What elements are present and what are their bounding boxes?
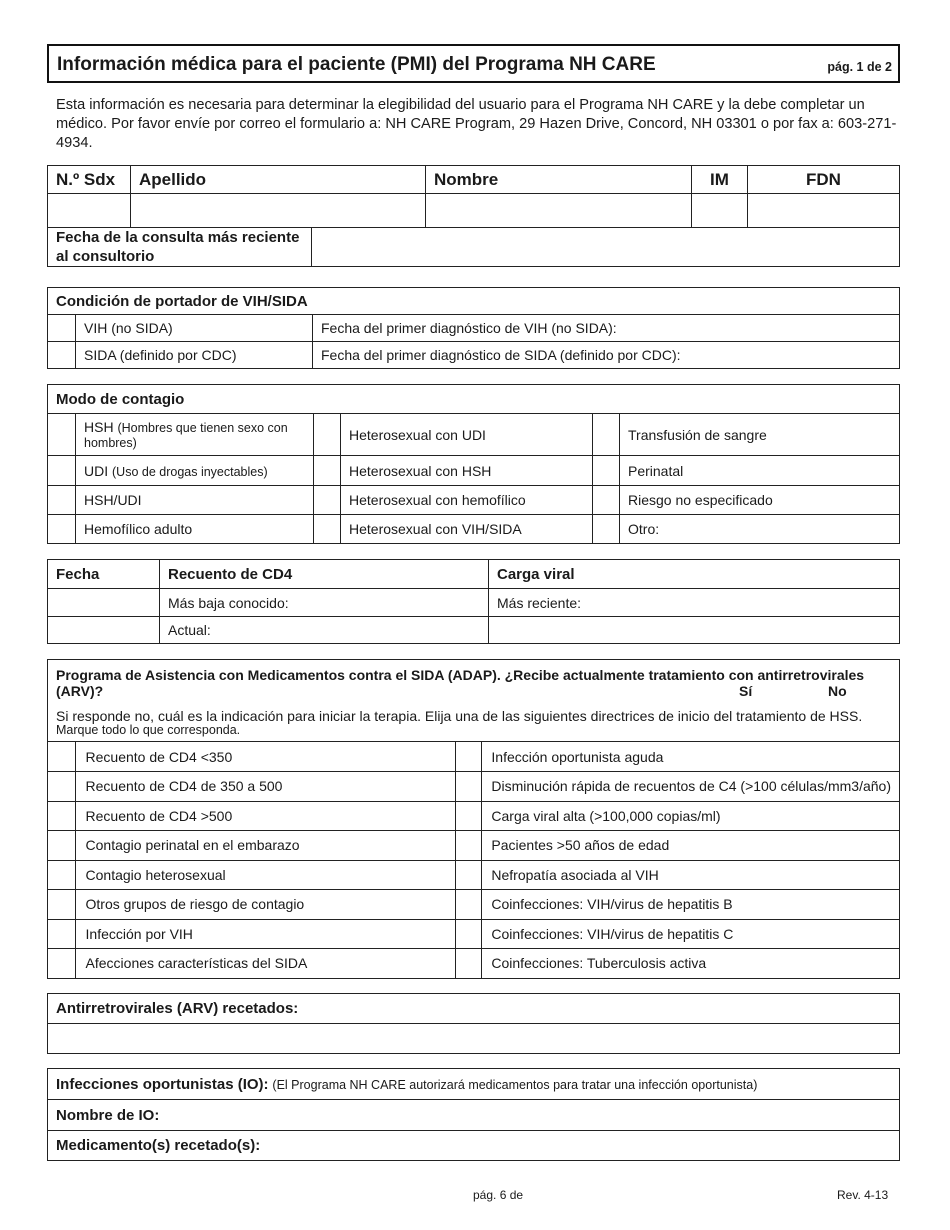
checkbox[interactable]: [455, 772, 482, 802]
adap-row: [48, 772, 900, 802]
transmission-table: [47, 384, 900, 544]
intro-text: Esta información es necesaria para determinar la elegibilidad del usuario para el Programa NH CARE y la debe completar un médico. Por favor envíe por correo el formulario a: NH CARE Program, 29 Hazen Drive, Concord, NH 03301 o por fax a: 603-271-4934.: [56, 97, 897, 151]
option-hsh-udi: HSH/UDI: [76, 486, 314, 515]
page-title: Información médica para el paciente (PMI) del Programa NH CARE: [57, 54, 656, 75]
adap-row: [48, 860, 900, 890]
col-sdx: N.º Sdx: [48, 166, 131, 194]
checkbox[interactable]: [48, 742, 76, 772]
adap-option-right: Coinfecciones: VIH/virus de hepatitis C: [482, 919, 900, 949]
col-fdn: FDN: [748, 166, 900, 194]
date-field[interactable]: [48, 589, 160, 617]
checkbox[interactable]: [48, 831, 76, 861]
viral-recent-field[interactable]: Más reciente:: [489, 589, 900, 617]
hiv-date-field[interactable]: Fecha del primer diagnóstico de VIH (no SIDA):: [313, 315, 900, 342]
cd4-current-field[interactable]: Actual:: [160, 617, 489, 644]
option-hetero-udi: Heterosexual con UDI: [341, 414, 593, 456]
last-visit-input[interactable]: [312, 228, 900, 267]
checkbox[interactable]: [48, 949, 76, 979]
adap-instruction: Si responde no, cuál es la indicación para iniciar la terapia. Elija una de las siguientes directrices de inicio del tratamiento de HSS.: [56, 708, 863, 724]
adap-option-left: Infección por VIH: [75, 919, 455, 949]
adap-option-left: Otros grupos de riesgo de contagio: [75, 890, 455, 920]
adap-row: [48, 831, 900, 861]
checkbox[interactable]: [48, 486, 76, 515]
adap-option-right: Pacientes >50 años de edad: [482, 831, 900, 861]
aids-date-field[interactable]: Fecha del primer diagnóstico de SIDA (definido por CDC):: [313, 342, 900, 369]
cd4-low-field[interactable]: Más baja conocido:: [160, 589, 489, 617]
option-hsh-sub: (Hombres que tienen sexo con hombres): [84, 420, 288, 450]
adap-instruction-sub: Marque todo lo que corresponda.: [56, 723, 241, 737]
adap-option-left: Recuento de CD4 >500: [75, 801, 455, 831]
checkbox[interactable]: [48, 860, 76, 890]
adap-no[interactable]: No: [828, 683, 847, 699]
adap-row: [48, 742, 900, 772]
adap-option-left: Contagio perinatal en el embarazo: [75, 831, 455, 861]
option-hemophilic-adult: Hemofílico adulto: [76, 515, 314, 544]
checkbox[interactable]: [48, 414, 76, 456]
checkbox[interactable]: [593, 456, 620, 486]
oi-med-field[interactable]: Medicamento(s) recetado(s):: [48, 1131, 900, 1161]
empty-cell: [489, 617, 900, 644]
option-hetero-hemophilic: Heterosexual con hemofílico: [341, 486, 593, 515]
option-transfusion: Transfusión de sangre: [620, 414, 900, 456]
date-field[interactable]: [48, 617, 160, 644]
checkbox[interactable]: [593, 414, 620, 456]
checkbox[interactable]: [48, 772, 76, 802]
checkbox[interactable]: [48, 515, 76, 544]
option-other[interactable]: Otro:: [620, 515, 900, 544]
col-im: IM: [692, 166, 748, 194]
oi-table: [47, 1068, 900, 1161]
option-hsh-main: HSH: [84, 418, 114, 435]
col-cd4: Recuento de CD4: [160, 560, 489, 589]
nombre-input[interactable]: [426, 194, 692, 228]
option-udi: [76, 456, 314, 486]
oi-title: Infecciones oportunistas (IO):: [56, 1075, 269, 1093]
sdx-input[interactable]: [48, 194, 131, 228]
checkbox[interactable]: [455, 949, 482, 979]
checkbox[interactable]: [593, 515, 620, 544]
option-perinatal: Perinatal: [620, 456, 900, 486]
adap-header: [47, 659, 900, 742]
adap-row: [48, 919, 900, 949]
option-hetero-hiv: Heterosexual con VIH/SIDA: [341, 515, 593, 544]
option-udi-main: UDI: [84, 462, 109, 479]
option-hetero-hsh: Heterosexual con HSH: [341, 456, 593, 486]
oi-header: [48, 1069, 900, 1100]
adap-option-left: Recuento de CD4 de 350 a 500: [75, 772, 455, 802]
checkbox[interactable]: [455, 890, 482, 920]
checkbox[interactable]: [455, 860, 482, 890]
option-hsh: [76, 414, 314, 456]
apellido-input[interactable]: [131, 194, 426, 228]
adap-option-right: Carga viral alta (>100,000 copias/ml): [482, 801, 900, 831]
col-apellido: Apellido: [131, 166, 426, 194]
checkbox[interactable]: [455, 919, 482, 949]
footer-rev: Rev. 4-13: [837, 1188, 889, 1202]
adap-option-right: Coinfecciones: Tuberculosis activa: [482, 949, 900, 979]
option-udi-sub: (Uso de drogas inyectables): [112, 464, 268, 479]
hiv-status-table: [47, 287, 900, 369]
last-visit-table: [47, 227, 900, 267]
adap-option-left: Afecciones características del SIDA: [75, 949, 455, 979]
im-input[interactable]: [692, 194, 748, 228]
adap-option-left: Recuento de CD4 <350: [75, 742, 455, 772]
patient-table: [47, 165, 900, 228]
oi-note: (El Programa NH CARE autorizará medicamentos para tratar una infección oportunista): [272, 1077, 758, 1092]
labs-table: [47, 559, 900, 644]
arv-table: [47, 993, 900, 1054]
checkbox[interactable]: [48, 801, 76, 831]
last-visit-label-line1: Fecha de la consulta más reciente: [56, 229, 300, 246]
checkbox[interactable]: [314, 414, 341, 456]
adap-option-left: Contagio heterosexual: [75, 860, 455, 890]
arv-input[interactable]: [48, 1024, 900, 1054]
fdn-input[interactable]: [748, 194, 900, 228]
checkbox[interactable]: [314, 515, 341, 544]
checkbox[interactable]: [314, 486, 341, 515]
title-bar: [47, 44, 900, 83]
checkbox[interactable]: [593, 486, 620, 515]
adap-option-right: Nefropatía asociada al VIH: [482, 860, 900, 890]
adap-option-right: Infección oportunista aguda: [482, 742, 900, 772]
checkbox[interactable]: [48, 919, 76, 949]
adap-yes[interactable]: Sí: [739, 683, 753, 699]
footer-page: pág. 6 de: [473, 1188, 524, 1202]
adap-options-table: [47, 741, 900, 979]
adap-question: Programa de Asistencia con Medicamentos contra el SIDA (ADAP). ¿Recibe actualmente tratamiento con antirretrovirales (ARV)?: [56, 667, 865, 699]
checkbox[interactable]: [314, 456, 341, 486]
aids-label: SIDA (definido por CDC): [76, 342, 313, 369]
adap-option-right: Coinfecciones: VIH/virus de hepatitis B: [482, 890, 900, 920]
checkbox[interactable]: [48, 890, 76, 920]
checkbox[interactable]: [455, 801, 482, 831]
adap-row: [48, 890, 900, 920]
aids-checkbox[interactable]: [48, 342, 76, 369]
adap-row: [48, 949, 900, 979]
last-visit-label-line2: al consultorio: [56, 248, 155, 265]
adap-option-right: Disminución rápida de recuentos de C4 (>100 células/mm3/año): [482, 772, 900, 802]
hiv-label: VIH (no SIDA): [76, 315, 313, 342]
page-number: pág. 1 de 2: [827, 60, 892, 74]
arv-title: Antirretrovirales (ARV) recetados:: [48, 994, 900, 1024]
hiv-status-title: Condición de portador de VIH/SIDA: [48, 288, 900, 315]
checkbox[interactable]: [455, 742, 482, 772]
checkbox[interactable]: [455, 831, 482, 861]
hiv-checkbox[interactable]: [48, 315, 76, 342]
checkbox[interactable]: [48, 456, 76, 486]
oi-name-field[interactable]: Nombre de IO:: [48, 1100, 900, 1131]
last-visit-label: [48, 228, 312, 267]
col-nombre: Nombre: [426, 166, 692, 194]
adap-row: [48, 801, 900, 831]
col-fecha: Fecha: [48, 560, 160, 589]
option-unspecified: Riesgo no especificado: [620, 486, 900, 515]
transmission-title: Modo de contagio: [48, 385, 900, 414]
col-viral: Carga viral: [489, 560, 900, 589]
